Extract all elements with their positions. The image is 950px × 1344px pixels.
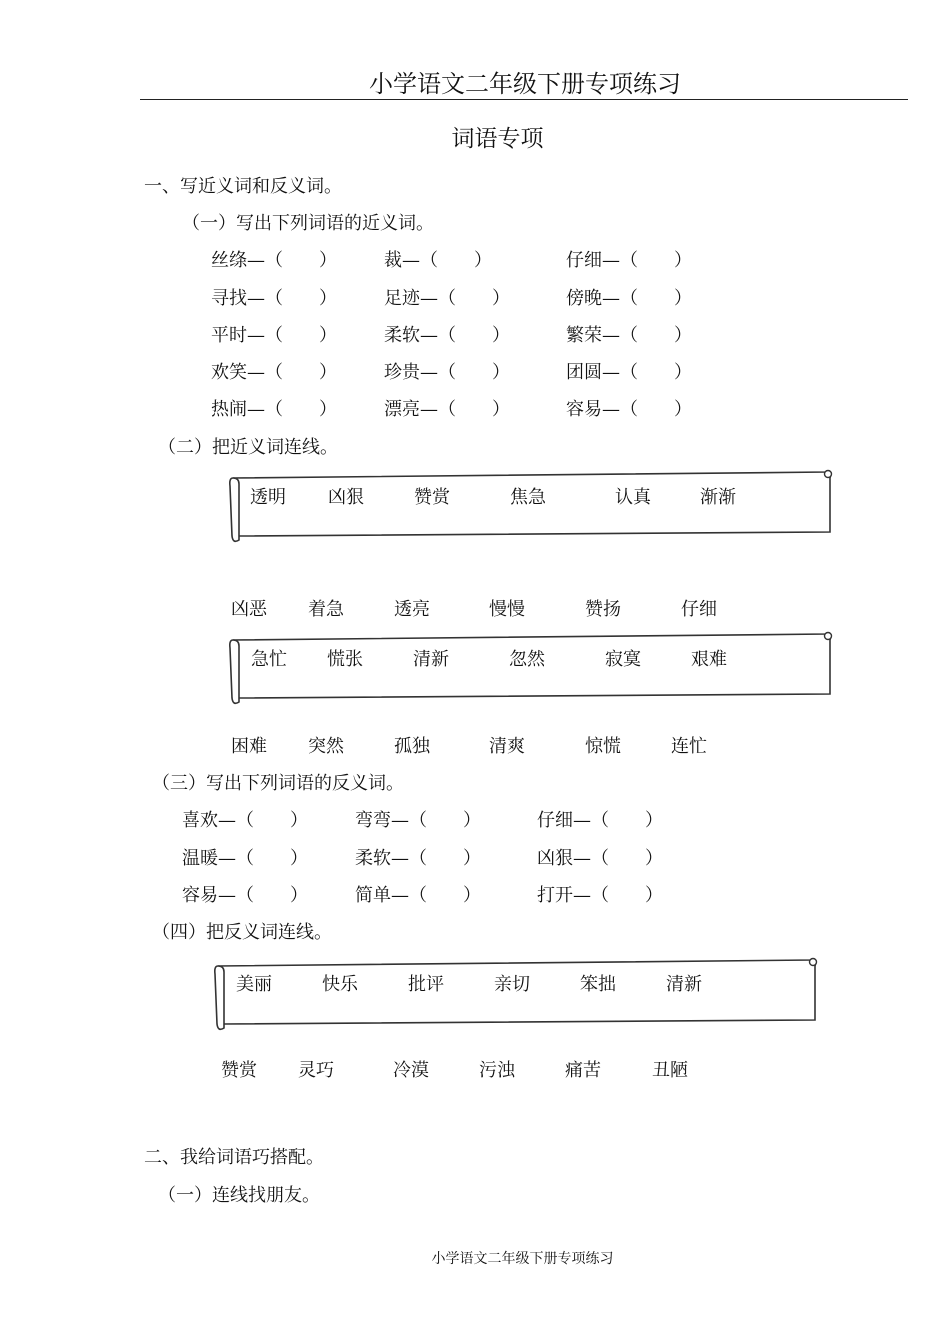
word-choice[interactable]: 着急	[308, 599, 344, 620]
synonym-item: 繁荣—（ ）	[566, 325, 692, 346]
word-choice[interactable]: 凶恶	[231, 599, 267, 620]
page-title: 词语专项	[451, 126, 544, 152]
header-divider	[140, 99, 908, 100]
header-title: 小学语文二年级下册专项练习	[369, 70, 681, 98]
synonym-item: 团圆—（ ）	[566, 362, 692, 383]
word-choice[interactable]: 批评	[408, 974, 444, 995]
word-choice[interactable]: 美丽	[236, 974, 272, 995]
antonym-item: 温暖—（ ）	[182, 848, 308, 869]
word-choice[interactable]: 亲切	[494, 974, 530, 995]
part3-heading: （三）写出下列词语的反义词。	[152, 773, 404, 794]
antonym-item: 喜欢—（ ）	[182, 810, 308, 831]
word-choice[interactable]: 渐渐	[700, 487, 736, 508]
antonym-item: 凶狠—（ ）	[537, 848, 663, 869]
synonym-item: 热闹—（ ）	[211, 399, 337, 420]
word-choice[interactable]: 惊慌	[585, 736, 621, 757]
word-choice[interactable]: 清新	[413, 649, 449, 670]
word-choice[interactable]: 透亮	[394, 599, 430, 620]
antonym-item: 打开—（ ）	[537, 885, 663, 906]
word-choice[interactable]: 赞扬	[585, 599, 621, 620]
word-choice[interactable]: 清新	[666, 974, 702, 995]
word-choice[interactable]: 仔细	[681, 599, 717, 620]
antonym-item: 弯弯—（ ）	[355, 810, 481, 831]
synonym-item: 丝绦—（ ）	[211, 250, 337, 271]
word-choice[interactable]: 困难	[231, 736, 267, 757]
synonym-item: 欢笑—（ ）	[211, 362, 337, 383]
word-choice[interactable]: 突然	[308, 736, 344, 757]
word-choice[interactable]: 艰难	[691, 649, 727, 670]
synonym-item: 傍晚—（ ）	[566, 288, 692, 309]
word-choice[interactable]: 透明	[250, 487, 286, 508]
word-choice[interactable]: 急忙	[251, 649, 287, 670]
word-choice[interactable]: 丑陋	[652, 1060, 688, 1081]
word-choice[interactable]: 冷漠	[393, 1060, 429, 1081]
word-choice[interactable]: 污浊	[479, 1060, 515, 1081]
word-choice[interactable]: 认真	[615, 487, 651, 508]
word-choice[interactable]: 焦急	[510, 487, 546, 508]
word-choice[interactable]: 连忙	[671, 736, 707, 757]
section1-heading: 一、写近义词和反义词。	[144, 176, 342, 197]
synonym-item: 珍贵—（ ）	[384, 362, 510, 383]
antonym-item: 简单—（ ）	[355, 885, 481, 906]
page-footer: 小学语文二年级下册专项练习	[431, 1251, 614, 1267]
word-choice[interactable]: 清爽	[489, 736, 525, 757]
word-choice[interactable]: 赞赏	[414, 487, 450, 508]
synonym-item: 足迹—（ ）	[384, 288, 510, 309]
word-choice[interactable]: 快乐	[322, 974, 358, 995]
antonym-item: 容易—（ ）	[182, 885, 308, 906]
word-choice[interactable]: 寂寞	[605, 649, 641, 670]
section2-heading: 二、我给词语巧搭配。	[144, 1147, 324, 1168]
word-choice[interactable]: 笨拙	[580, 974, 616, 995]
part4-heading: （四）把反义词连线。	[152, 922, 332, 943]
synonym-item: 漂亮—（ ）	[384, 399, 510, 420]
word-choice[interactable]: 忽然	[509, 649, 545, 670]
synonym-item: 仔细—（ ）	[566, 250, 692, 271]
word-choice[interactable]: 凶狠	[328, 487, 364, 508]
synonym-item: 容易—（ ）	[566, 399, 692, 420]
synonym-item: 寻找—（ ）	[211, 288, 337, 309]
word-choice[interactable]: 慌张	[327, 649, 363, 670]
word-choice[interactable]: 赞赏	[221, 1060, 257, 1081]
word-choice[interactable]: 孤独	[394, 736, 430, 757]
word-choice[interactable]: 痛苦	[565, 1060, 601, 1081]
word-choice[interactable]: 慢慢	[489, 599, 525, 620]
antonym-item: 柔软—（ ）	[355, 848, 481, 869]
part2-heading: （二）把近义词连线。	[158, 437, 338, 458]
synonym-item: 柔软—（ ）	[384, 325, 510, 346]
word-choice[interactable]: 灵巧	[298, 1060, 334, 1081]
section2-part1-heading: （一）连线找朋友。	[158, 1185, 320, 1206]
part1-heading: （一）写出下列词语的近义词。	[182, 213, 434, 234]
antonym-item: 仔细—（ ）	[537, 810, 663, 831]
synonym-item: 平时—（ ）	[211, 325, 337, 346]
synonym-item: 裁—（ ）	[384, 250, 492, 271]
